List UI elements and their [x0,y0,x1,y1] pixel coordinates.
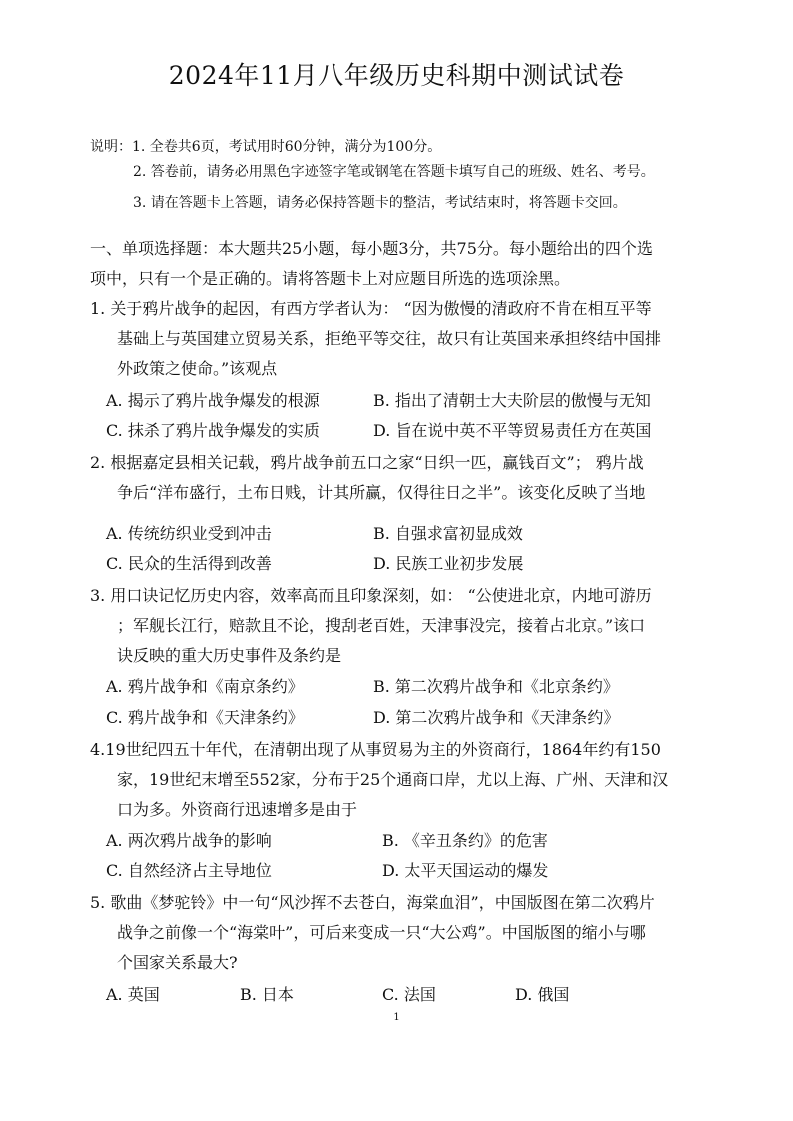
instruction-3: 3. 请在答题卡上答题，请务必保持答题卡的整洁，考试结束时，将答题卡交回。 [133,195,627,211]
question-3-option-d: D. 第二次鸦片战争和《天津条约》 [373,708,620,727]
question-5-option-d: D. 俄国 [515,985,570,1004]
question-1-line-3: 外政策之使命。”该观点 [117,359,278,378]
question-4-option-c: C. 自然经济占主导地位 [106,861,272,880]
section-heading-line-2: 项中，只有一个是正确的。请将答题卡上对应题目所选的选项涂黑。 [90,269,571,288]
question-2-option-b: B. 自强求富初显成效 [373,524,523,543]
question-2-option-a: A. 传统纺织业受到冲击 [106,524,272,543]
question-3-option-c: C. 鸦片战争和《天津条约》 [106,708,304,727]
question-4-option-d: D. 太平天国运动的爆发 [382,861,549,880]
page-number: 1 [393,1012,400,1023]
question-5-option-c: C. 法国 [382,985,436,1004]
question-3-line-3: 诀反映的重大历史事件及条约是 [117,646,342,665]
question-4-line-2: 家，19世纪末增至552家，分布于25个通商口岸，尤以上海、广州、天津和汉 [117,770,669,789]
question-5-option-a: A. 英国 [106,985,160,1004]
question-4-line-1: 4.19世纪四五十年代，在清朝出现了从事贸易为主的外资商行，1864年约有150 [90,740,661,759]
question-2-line-1: 2. 根据嘉定县相关记载，鸦片战争前五口之家“日织一匹，赢钱百文”； 鸦片战 [90,453,644,472]
question-4-line-3: 口为多。外资商行迅速增多是由于 [117,800,358,819]
question-1-line-1: 1. 关于鸦片战争的起因，有西方学者认为： “因为傲慢的清政府不肯在相互平等 [90,299,652,318]
question-5-line-1: 5. 歌曲《梦驼铃》中一句“风沙挥不去苍白，海棠血泪”，中国版图在第二次鸦片 [90,893,655,912]
question-3-option-b: B. 第二次鸦片战争和《北京条约》 [373,677,619,696]
instruction-1: 说明：1. 全卷共6页，考试用时60分钟，满分为100分。 [90,139,442,155]
question-2-option-d: D. 民族工业初步发展 [373,554,524,573]
question-3-line-1: 3. 用口诀记忆历史内容，效率高而且印象深刻，如： “公使进北京，内地可游历 [90,586,652,605]
question-5-line-3: 个国家关系最大? [117,953,238,972]
question-3-line-2: ；军舰长江行，赔款且不论，搜刮老百姓，天津事没完，接着占北京。”该口 [117,616,646,635]
question-1-option-a: A. 揭示了鸦片战争爆发的根源 [106,391,320,410]
question-2-option-c: C. 民众的生活得到改善 [106,554,272,573]
instruction-2: 2. 答卷前，请务必用黑色字迹签字笔或钢笔在答题卡填写自己的班级、姓名、考号。 [133,164,655,180]
question-4-option-b: B. 《辛丑条约》的危害 [382,831,548,850]
question-1-option-c: C. 抹杀了鸦片战争爆发的实质 [106,421,320,440]
question-5-option-b: B. 日本 [240,985,294,1004]
question-3-option-a: A. 鸦片战争和《南京条约》 [106,677,304,696]
question-1-line-2: 基础上与英国建立贸易关系，拒绝平等交往，故只有让英国来承担终结中国排 [117,329,662,348]
page-title: 2024年11月八年级历史科期中测试试卷 [168,61,625,90]
section-heading-line-1: 一、单项选择题：本大题共25小题，每小题3分，共75分。每小题给出的四个选 [90,239,653,258]
question-2-line-2: 争后“洋布盛行，土布日贱，计其所赢，仅得往日之半”。该变化反映了当地 [117,483,646,502]
question-4-option-a: A. 两次鸦片战争的影响 [106,831,272,850]
question-1-option-d: D. 旨在说中英不平等贸易责任方在英国 [373,421,652,440]
question-1-option-b: B. 指出了清朝士大夫阶层的傲慢与无知 [373,391,651,410]
question-5-line-2: 战争之前像一个“海棠叶”，可后来变成一只“大公鸡”。中国版图的缩小与哪 [117,923,646,942]
